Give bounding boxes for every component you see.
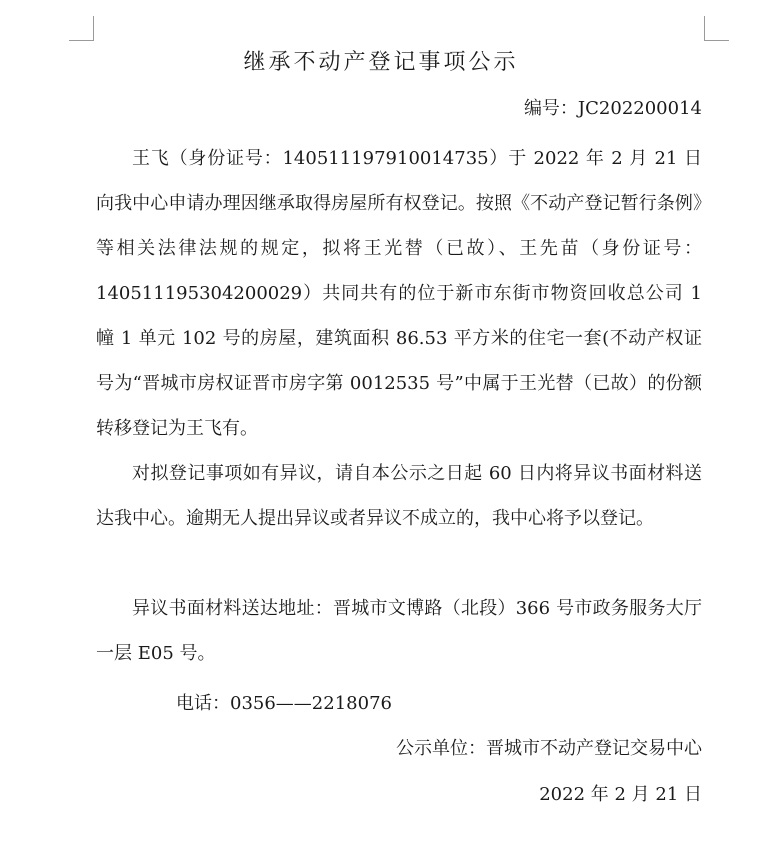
crop-mark-top-right bbox=[704, 16, 729, 41]
body-paragraph: 异议书面材料送达地址：晋城市文博路（北段）366 号市政务服务大厅一层 E05 号。 bbox=[96, 598, 702, 664]
date-line: 2022 年 2 月 21 日 bbox=[539, 784, 702, 805]
document-title: 继承不动产登记事项公示 bbox=[243, 50, 519, 75]
phone-line: 电话：0356——2218076 bbox=[176, 693, 392, 714]
body-paragraph: 王飞（身份证号：140511197910014735）于 2022 年 2 月 21 日向我中心申请办理因继承取得房屋所有权登记。按照《不动产登记暂行条例》等相关法律法规的规定，拟将王光替（已故）、王先苗（身份证号：140511195304200029）共同共有的位于新市东街市物资回收总公司 1 幢 1 单元 102 号的房屋，建筑面积 86.53 平方米的住宅一套(不动产权证号为“晋城市房权证晋市房字第 0012535 号”中属于王光替（已故）的份额转移登记为王飞有。 bbox=[96, 148, 702, 439]
issuer-line: 公示单位：晋城市不动产登记交易中心 bbox=[396, 738, 702, 759]
crop-mark-top-left bbox=[69, 16, 94, 41]
body-paragraph: 对拟登记事项如有异议，请自本公示之日起 60 日内将异议书面材料送达我中心。逾期无人提出异议或者异议不成立的，我中心将予以登记。 bbox=[96, 463, 702, 529]
document-number: 编号：JC202200014 bbox=[523, 98, 702, 119]
